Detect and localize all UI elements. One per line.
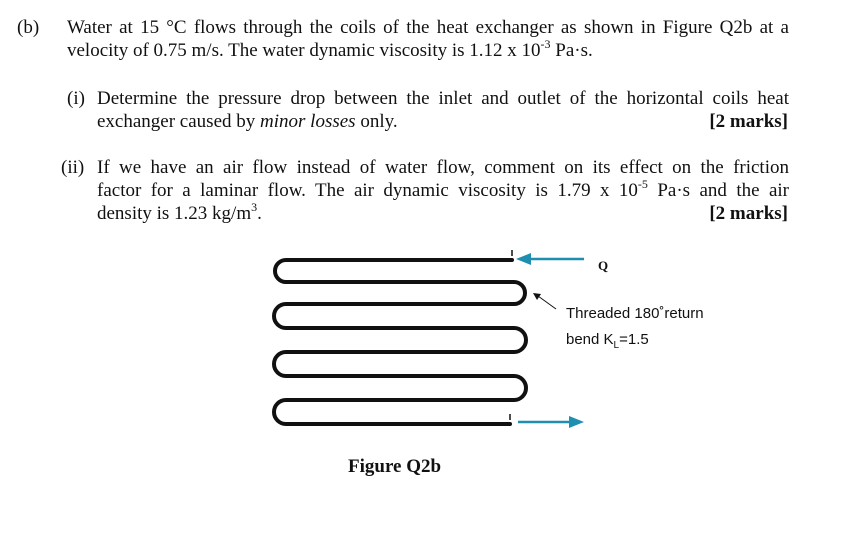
part-i-label: (i): [67, 88, 85, 109]
part-i-emphasis: minor losses: [260, 111, 356, 132]
bend-annotation-text: bend K: [566, 331, 614, 348]
part-ii-line-2-text: factor for a laminar flow. The air dynamic viscosity is 1.79 x 10: [97, 180, 638, 201]
part-ii-marks: [2 marks]: [709, 203, 788, 224]
part-ii-cube-exponent: 3: [251, 199, 258, 214]
part-b-line-1: Water at 15 °C flows through the coils of the heat exchanger as shown in Figure Q2b at a: [67, 17, 789, 38]
flow-label-q: Q: [598, 258, 609, 273]
part-i-line-2-text: exchanger caused by: [97, 111, 261, 132]
part-ii-line-1: If we have an air flow instead of water flow, comment on its effect on the friction: [97, 157, 789, 178]
bend-annotation-line-1: Threaded 180˚return: [566, 305, 704, 322]
bend-annotation-value: =1.5: [619, 331, 649, 348]
figure-caption: Figure Q2b: [348, 456, 442, 477]
part-b-exponent: -3: [540, 36, 551, 51]
part-b-line-2-unit: Pa·s.: [550, 40, 593, 61]
part-ii-line-3-end: .: [257, 203, 262, 224]
bend-annotation-line-2: [566, 329, 649, 357]
inlet-arrow: [516, 253, 584, 265]
bend-leader-arrow: [533, 293, 556, 309]
outlet-arrow: [518, 416, 584, 428]
coil-pipe: [274, 260, 526, 424]
part-b-label: (b): [17, 17, 40, 38]
bend-annotation-subscript: L: [613, 340, 620, 351]
part-i-line-2-end: only.: [355, 111, 398, 132]
part-i-line-1: Determine the pressure drop between the inlet and outlet of the horizontal coils heat: [97, 88, 789, 109]
part-ii-line-3-text: density is 1.23 kg/m: [97, 203, 252, 224]
part-i-marks: [2 marks]: [709, 111, 788, 132]
part-ii-label: (ii): [61, 157, 85, 178]
part-ii-line-2-end: Pa·s and the air: [647, 180, 789, 201]
part-ii-exponent: -5: [637, 176, 648, 191]
part-b-line-2-text: velocity of 0.75 m/s. The water dynamic viscosity is 1.12 x 10: [67, 40, 541, 61]
